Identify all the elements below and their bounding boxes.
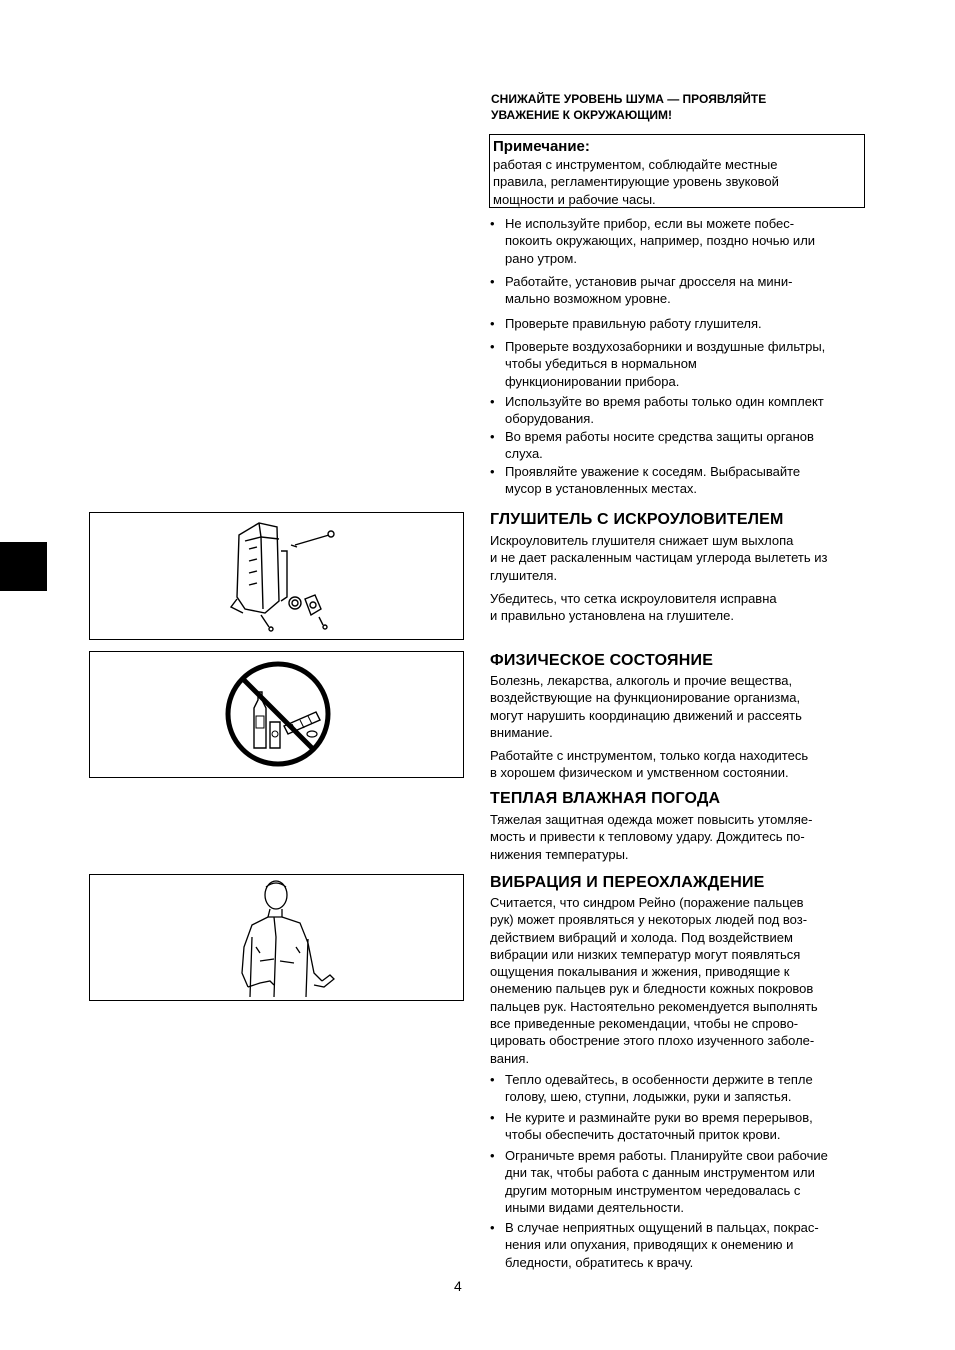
text-line: воздействующие на функционирование организма, bbox=[490, 690, 801, 706]
text-line: и правильно установлена на глушителе. bbox=[490, 608, 734, 624]
physical-paragraph bbox=[490, 672, 802, 741]
text-line: Работайте с инструментом, только когда находитесь bbox=[490, 748, 809, 763]
text-line: чтобы убедиться в нормальном bbox=[505, 356, 697, 372]
note-box bbox=[489, 134, 865, 208]
bullet: • bbox=[490, 339, 495, 354]
text-line: Проверьте правильную работу глушителя. bbox=[505, 316, 762, 331]
vibration-paragraph bbox=[490, 894, 818, 1067]
section-tab-marker bbox=[0, 542, 47, 591]
list-item bbox=[490, 273, 868, 308]
text-line: пальцев рук. Настоятельно рекомендуется выполнять bbox=[490, 998, 818, 1014]
note-line: мощности и рабочие часы. bbox=[493, 191, 656, 207]
vibration-heading: ВИБРАЦИЯ И ПЕРЕОХЛАЖДЕНИЕ bbox=[490, 874, 765, 891]
list-item bbox=[490, 393, 868, 428]
text-line: Убедитесь, что сетка искроуловителя исправна bbox=[490, 591, 777, 606]
prohibition-icon bbox=[220, 656, 336, 772]
bullet: • bbox=[490, 1072, 495, 1087]
text-line: Используйте во время работы только один комплект bbox=[505, 394, 824, 409]
text-line: все приведенные рекомендации, чтобы не спрово- bbox=[490, 1016, 799, 1032]
text-line: голову, шею, ступни, лодыжки, руки и запястья. bbox=[505, 1089, 792, 1105]
text-line: Ограничьте время работы. Планируйте свои рабочие bbox=[505, 1148, 828, 1163]
physical-paragraph bbox=[490, 747, 808, 782]
text-line: мость и привести к тепловому удару. Дождитесь по- bbox=[490, 829, 805, 845]
text-line: внимание. bbox=[490, 724, 553, 740]
muffler-paragraph bbox=[490, 532, 827, 584]
muffler-paragraph bbox=[490, 590, 777, 625]
note-line: работая с инструментом, соблюдайте местные bbox=[493, 157, 778, 172]
bullet: • bbox=[490, 1220, 495, 1235]
list-item bbox=[490, 1071, 868, 1106]
text-line: Тяжелая защитная одежда может повысить утомляе- bbox=[490, 812, 813, 827]
text-line: нения или опухания, приводящих к онемению и bbox=[505, 1237, 794, 1253]
text-line: Во время работы носите средства защиты органов bbox=[505, 429, 814, 444]
weather-heading: ТЕПЛАЯ ВЛАЖНАЯ ПОГОДА bbox=[490, 790, 721, 807]
text-line: рук) может проявляться у некоторых людей под воз- bbox=[490, 912, 808, 928]
text-line: иными видами деятельности. bbox=[505, 1199, 684, 1215]
text-line: в хорошем физическом и умственном состоянии. bbox=[490, 765, 789, 781]
text-line: рано утром. bbox=[505, 250, 577, 266]
text-line: В случае неприятных ощущений в пальцах, покрас- bbox=[505, 1220, 819, 1235]
text-line: Не курите и разминайте руки во время перерывов, bbox=[505, 1110, 813, 1125]
bullet: • bbox=[490, 394, 495, 409]
muffler-icon bbox=[225, 517, 345, 637]
text-line: и не дает раскаленным частицам углерода вылететь из bbox=[490, 550, 828, 566]
text-line: бледности, обратитесь к врачу. bbox=[505, 1254, 694, 1270]
text-line: онемению пальцев рук и бледности кожных покровов bbox=[490, 981, 814, 997]
person-hands-illustration bbox=[89, 874, 464, 1001]
text-line: могут нарушить координацию движений и рассеять bbox=[490, 707, 802, 723]
text-line: Работайте, установив рычаг дросселя на мини- bbox=[505, 274, 793, 289]
warning-line: УВАЖЕНИЕ К ОКРУЖАЮЩИМ! bbox=[491, 108, 673, 122]
list-item bbox=[490, 1147, 868, 1216]
bullet: • bbox=[490, 429, 495, 444]
weather-paragraph bbox=[490, 811, 812, 863]
bullet: • bbox=[490, 464, 495, 479]
warning-line: СНИЖАЙТЕ УРОВЕНЬ ШУМА — ПРОЯВЛЯЙТЕ bbox=[491, 92, 767, 106]
bullet: • bbox=[490, 274, 495, 289]
bullet: • bbox=[490, 216, 495, 231]
text-line: ощущения покалывания и жжения, приводящие к bbox=[490, 964, 790, 980]
text-line: оборудования. bbox=[505, 411, 594, 427]
noise-warning-heading bbox=[491, 91, 766, 123]
text-line: слуха. bbox=[505, 446, 543, 462]
text-line: Считается, что синдром Рейно (поражение пальцев bbox=[490, 895, 804, 910]
muffler-heading: ГЛУШИТЕЛЬ С ИСКРОУЛОВИТЕЛЕМ bbox=[490, 511, 784, 528]
list-item bbox=[490, 1219, 868, 1271]
bullet: • bbox=[490, 316, 495, 331]
list-item bbox=[490, 428, 868, 463]
text-line: Тепло одевайтесь, в особенности держите в тепле bbox=[505, 1072, 813, 1087]
bullet: • bbox=[490, 1148, 495, 1163]
text-line: дни так, чтобы работа с данным инструментом или bbox=[505, 1165, 815, 1181]
no-alcohol-drugs-illustration bbox=[89, 651, 464, 778]
text-line: чтобы обеспечить достаточный приток крови. bbox=[505, 1127, 781, 1143]
page-number: 4 bbox=[454, 1278, 462, 1294]
text-line: глушителя. bbox=[490, 567, 558, 583]
text-line: вибрации или низких температур могут появляться bbox=[490, 946, 801, 962]
list-item bbox=[490, 463, 868, 498]
list-item bbox=[490, 315, 868, 332]
text-line: мусор в установленных местах. bbox=[505, 481, 698, 497]
text-line: Проверьте воздухозаборники и воздушные фильтры, bbox=[505, 339, 826, 354]
text-line: Проявляйте уважение к соседям. Выбрасывайте bbox=[505, 464, 801, 479]
person-icon bbox=[230, 877, 340, 1001]
list-item bbox=[490, 338, 868, 390]
note-title: Примечание: bbox=[493, 138, 590, 155]
text-line: действием вибраций и холода. Под воздействием bbox=[490, 929, 793, 945]
note-line: правила, регламентирующие уровень звуковой bbox=[493, 174, 779, 190]
muffler-illustration bbox=[89, 512, 464, 640]
text-line: Не используйте прибор, если вы можете побес- bbox=[505, 216, 795, 231]
bullet: • bbox=[490, 1110, 495, 1125]
physical-heading: ФИЗИЧЕСКОЕ СОСТОЯНИЕ bbox=[490, 652, 714, 669]
text-line: Болезнь, лекарства, алкоголь и прочие вещества, bbox=[490, 673, 793, 688]
text-line: нижения температуры. bbox=[490, 846, 629, 862]
text-line: цировать обострение этого плохо изученного заболе- bbox=[490, 1033, 815, 1049]
list-item bbox=[490, 1109, 868, 1144]
text-line: другим моторным инструментом чередовалась с bbox=[505, 1182, 801, 1198]
text-line: Искроуловитель глушителя снижает шум выхлопа bbox=[490, 533, 794, 548]
text-line: мально возможном уровне. bbox=[505, 291, 671, 307]
text-line: функционировании прибора. bbox=[505, 373, 680, 389]
text-line: покоить окружающих, например, поздно ночью или bbox=[505, 233, 816, 249]
text-line: вания. bbox=[490, 1050, 530, 1066]
list-item bbox=[490, 215, 868, 267]
